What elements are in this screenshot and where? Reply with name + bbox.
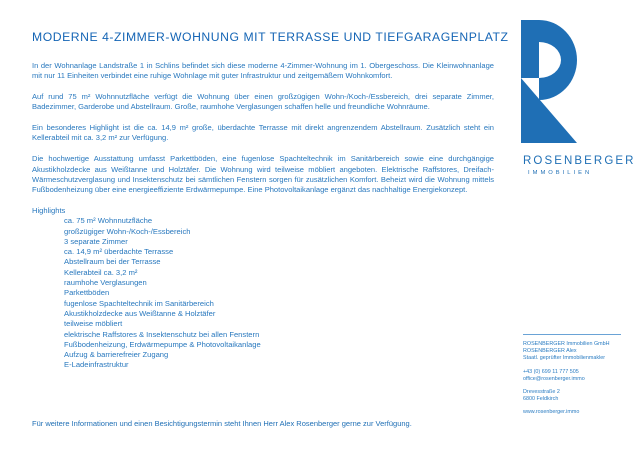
brand-name: ROSENBERGER (523, 155, 636, 167)
page-title: MODERNE 4-ZIMMER-WOHNUNG MIT TERRASSE UND TIEFGARAGENPLATZ (32, 30, 509, 44)
list-item: großzügiger Wohn-/Koch-/Essbereich (64, 226, 191, 236)
highlights-heading: Highlights (32, 205, 66, 215)
contact-email[interactable]: office@rosenberger.immo (523, 375, 585, 382)
list-item: ca. 14,9 m² überdachte Terrasse (64, 247, 174, 257)
description-paragraph: Auf rund 75 m² Wohnnutzfläche verfügt die Wohnung über einen großzügigen Wohn-/Koch-/Essbereich, drei separate Zimmer, Badezimmer, Garderobe und Abstellraum. Große, raumhohe Verglasungen schaffen helle und freundliche Wohnräume. (32, 92, 494, 112)
highlights-list (32, 216, 494, 370)
contact-phone[interactable]: +43 (0) 699 11 777 505 (523, 368, 579, 375)
list-item: elektrische Raffstores & Insektenschutz bei allen Fenstern (64, 329, 260, 339)
contact-company: ROSENBERGER Immobilien GmbH (523, 341, 610, 347)
footer-note: Für weitere Informationen und einen Besichtigungstermin steht Ihnen Herr Alex Rosenberger gerne zur Verfügung. (32, 419, 412, 428)
list-item: Abstellraum bei der Terrasse (64, 257, 161, 267)
list-item: Kellerabteil ca. 3,2 m² (64, 267, 138, 277)
list-item: Akustikholzdecke aus Weißtanne & Holztäfer (64, 308, 216, 318)
list-item: fugenlose Spachteltechnik im Sanitärbereich (64, 298, 214, 308)
contact-role: Staatl. geprüfter Immobilienmakler (523, 355, 606, 362)
list-item: 3 separate Zimmer (64, 236, 128, 246)
contact-person: ROSENBERGER Alex (523, 348, 577, 355)
list-item: ca. 75 m² Wohnnutzfläche (64, 216, 153, 226)
list-item: E-Ladeinfrastruktur (64, 360, 129, 370)
highlights-section (32, 206, 494, 371)
list-item: Aufzug & barrierefreier Zugang (64, 350, 169, 360)
description-paragraph: In der Wohnanlage Landstraße 1 in Schlins befindet sich diese moderne 4-Zimmer-Wohnung im 1. Obergeschoss. Die Kleinwohnanlage mit nur 11 Einheiten verbindet eine ruhige Wohnlage mit guter Infrastruktur und zeitgemäßem Wohnkomfort. (32, 61, 494, 81)
contact-city: 6800 Feldkirch (523, 396, 559, 403)
list-item: raumhohe Verglasungen (64, 278, 147, 288)
list-item: Parkettböden (64, 288, 110, 298)
description-paragraph: Ein besonderes Highlight ist die ca. 14,9 m² große, überdachte Terrasse mit direkt angrenzendem Abstellraum. Zusätzlich steht ein Kellerabteil mit ca. 3,2 m² zur Verfügung. (32, 123, 494, 143)
brand-subtitle: IMMOBILIEN (528, 170, 593, 176)
contact-street: Drevesstraße 2 (523, 389, 560, 396)
list-item: Fußbodenheizung, Erdwärmepumpe & Photovoltaikanlage (64, 339, 261, 349)
description-paragraph: Die hochwertige Ausstattung umfasst Parkettböden, eine fugenlose Spachteltechnik im Sanitärbereich sowie eine durchgängige Akustikholzdecke aus Weißtanne und Holztäfer. Die Wohnung wird teilweise möbliert angeboten. Elektrische Raffstores, Dreifach-Wärmeschutzverglasung und Insektenschutz bei sämtlichen Fenstern sorgen für zusätzlichen Komfort. Beheizt wird die Wohnung mittels Fußbodenheizung über eine energieeffiziente Erdwärmepumpe. Eine Photovoltaikanlage ergänzt das nachhaltige Energiekonzept. (32, 154, 494, 195)
rosenberger-logo-icon (521, 20, 577, 143)
contact-website-link[interactable]: www.rosenberger.immo (523, 409, 580, 416)
list-item: teilweise möbliert (64, 319, 123, 329)
contact-divider (523, 334, 621, 335)
main-content (32, 30, 509, 371)
contact-block (523, 334, 623, 417)
